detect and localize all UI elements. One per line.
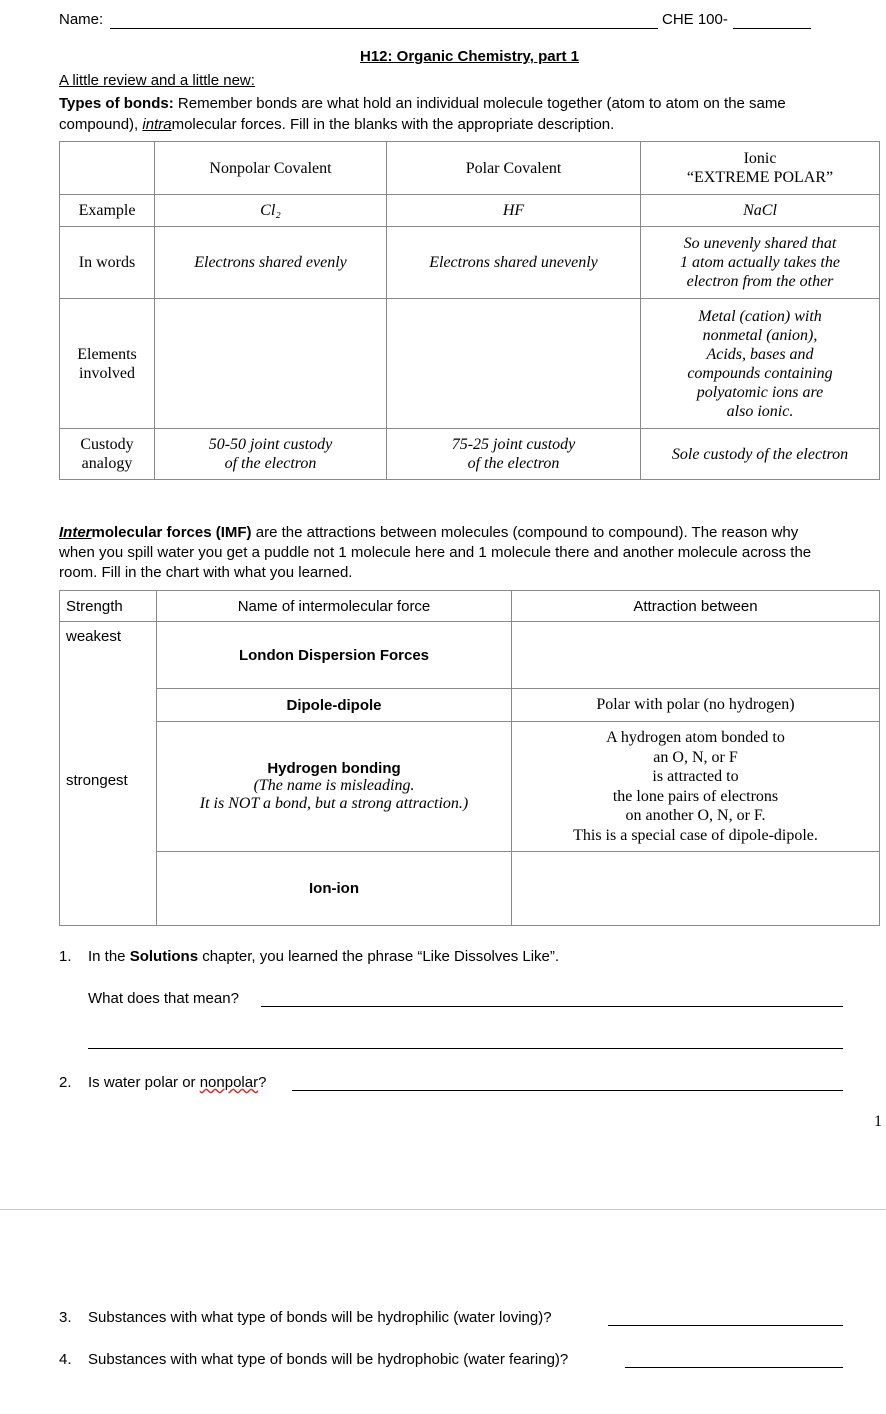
- imf-row-ion: [60, 852, 880, 926]
- q1-text-c: chapter, you learned the phrase “Like Dissolves Like”.: [198, 948, 560, 965]
- header-strength: Strength: [60, 591, 157, 622]
- q1-answer-line-1[interactable]: [261, 1006, 843, 1007]
- q2-text-a: Is water polar or: [88, 1074, 200, 1091]
- custody-nonpolar-line-1: 50-50 joint custody: [208, 436, 333, 453]
- attraction-hydrogen: [512, 722, 880, 852]
- weakest-label: weakest: [66, 628, 122, 645]
- imf-paragraph-line-1: [59, 524, 798, 541]
- imf-name-hydrogen: [157, 722, 512, 852]
- custody-nonpolar-line-2: of the electron: [224, 455, 317, 472]
- in-words-ionic: [641, 227, 880, 299]
- header-ionic-line-2: “EXTREME POLAR”: [686, 169, 834, 186]
- bonds-row-in-words: [60, 227, 880, 299]
- q1-text: [88, 948, 559, 965]
- q3-text: Substances with what type of bonds will be hydrophilic (water loving)?: [88, 1309, 552, 1326]
- hydrogen-note-1: (The name is misleading.: [253, 777, 415, 794]
- row-label-custody-line-1: Custody: [80, 436, 134, 453]
- types-bold: Types of bonds:: [59, 95, 174, 112]
- inter-word: Inter: [59, 524, 92, 541]
- elements-nonpolar-blank[interactable]: [155, 299, 387, 429]
- page-break-divider: [0, 1209, 886, 1210]
- header-nonpolar: Nonpolar Covalent: [155, 142, 387, 195]
- page-number: 1: [874, 1113, 882, 1130]
- imf-row-dipole: [60, 689, 880, 722]
- elements-ionic-line-4: compounds containing: [687, 364, 833, 382]
- imf-table: [59, 590, 880, 926]
- elements-ionic-line-1: Metal (cation) with: [698, 307, 822, 325]
- q2-number: 2.: [59, 1074, 72, 1091]
- q1-solutions: Solutions: [129, 948, 199, 965]
- q1-answer-line-2[interactable]: [88, 1048, 843, 1049]
- types-text-1: Remember bonds are what hold an individual molecule together (atom to atom on the same: [173, 95, 786, 112]
- custody-polar-line-2: of the electron: [467, 455, 560, 472]
- hydrogen-note-2: It is NOT a bond, but a strong attraction.): [199, 795, 469, 812]
- course-label: CHE 100-: [662, 11, 728, 28]
- imf-header-row: [60, 591, 880, 622]
- elements-ionic: [641, 299, 880, 429]
- strength-column: [60, 622, 157, 926]
- attraction-hydrogen-line-3: is attracted to: [652, 768, 739, 785]
- q2-nonpolar: nonpolar: [199, 1074, 259, 1091]
- imf-bold: molecular forces (IMF): [91, 524, 252, 541]
- types-text-2c: molecular forces. Fill in the blanks with the appropriate description.: [171, 116, 615, 133]
- imf-row-london: [60, 622, 880, 689]
- elements-ionic-line-6: also ionic.: [726, 402, 794, 420]
- attraction-london-blank[interactable]: [512, 622, 880, 689]
- imf-paragraph-line-3: room. Fill in the chart with what you learned.: [59, 564, 353, 581]
- header-ionic-line-1: Ionic: [743, 150, 777, 167]
- custody-ionic: Sole custody of the electron: [641, 429, 880, 480]
- attraction-hydrogen-line-5: on another O, N, or F.: [625, 807, 766, 824]
- attraction-hydrogen-line-2: an O, N, or F: [653, 748, 738, 766]
- row-label-elements-line-1: Elements: [77, 345, 137, 363]
- attraction-ion-blank[interactable]: [512, 852, 880, 926]
- in-words-ionic-line-1: So unevenly shared that: [683, 235, 837, 252]
- header-ionic: [641, 142, 880, 195]
- types-paragraph-line-2: [59, 116, 614, 133]
- row-label-example: Example: [60, 195, 155, 227]
- attraction-hydrogen-line-1: A hydrogen atom bonded to: [606, 729, 785, 746]
- row-label-elements-line-2: involved: [79, 364, 135, 382]
- example-ionic: NaCl: [641, 195, 880, 227]
- bonds-header-row: [60, 142, 880, 195]
- elements-ionic-line-2: nonmetal (anion),: [702, 326, 818, 344]
- custody-polar-line-1: 75-25 joint custody: [451, 436, 576, 453]
- row-label-elements: [60, 299, 155, 429]
- row-label-custody-line-2: analogy: [81, 455, 133, 472]
- elements-ionic-line-3: Acids, bases and: [706, 345, 814, 363]
- attraction-hydrogen-line-4: the lone pairs of electrons: [612, 787, 779, 805]
- review-heading: A little review and a little new:: [59, 72, 255, 89]
- q2-answer-line[interactable]: [292, 1090, 843, 1091]
- q4-answer-line[interactable]: [625, 1367, 843, 1368]
- row-label-in-words: In words: [60, 227, 155, 299]
- header-attraction: Attraction between: [512, 591, 880, 622]
- imf-row-hydrogen: [60, 722, 880, 852]
- q1-text-a: In the: [88, 948, 130, 965]
- imf-name-dipole: Dipole-dipole: [157, 689, 512, 722]
- name-blank[interactable]: [110, 28, 658, 29]
- q1-number: 1.: [59, 948, 72, 965]
- imf-paragraph-line-2: when you spill water you get a puddle not 1 molecule here and 1 molecule there and another molecule across the: [59, 544, 812, 561]
- row-label-custody: [60, 429, 155, 480]
- q2-text-c: ?: [258, 1074, 267, 1091]
- bonds-row-custody: [60, 429, 880, 480]
- example-nonpolar: Cl₂: [155, 195, 387, 227]
- q1-sub-question: What does that mean?: [88, 990, 239, 1007]
- in-words-ionic-line-3: electron from the other: [686, 273, 834, 290]
- bonds-row-example: [60, 195, 880, 227]
- elements-ionic-line-5: polyatomic ions are: [696, 383, 824, 401]
- imf-text-1: are the attractions between molecules (compound to compound). The reason why: [251, 524, 799, 541]
- in-words-nonpolar: Electrons shared evenly: [155, 227, 387, 299]
- q3-answer-line[interactable]: [608, 1325, 843, 1326]
- q4-number: 4.: [59, 1351, 72, 1368]
- custody-nonpolar: [155, 429, 387, 480]
- header-polar: Polar Covalent: [387, 142, 641, 195]
- in-words-ionic-line-2: 1 atom actually takes the: [680, 254, 840, 271]
- example-polar: HF: [387, 195, 641, 227]
- name-label: Name:: [59, 11, 104, 28]
- q4-text: Substances with what type of bonds will be hydrophobic (water fearing)?: [88, 1351, 569, 1368]
- intra-word: intra: [142, 116, 172, 133]
- q2-text: [88, 1074, 266, 1091]
- imf-name-london: London Dispersion Forces: [157, 622, 512, 689]
- elements-polar-blank[interactable]: [387, 299, 641, 429]
- bonds-table: [59, 141, 880, 480]
- in-words-polar: Electrons shared unevenly: [387, 227, 641, 299]
- types-text-2a: compound),: [59, 116, 143, 133]
- hydrogen-bonding-title: Hydrogen bonding: [267, 760, 401, 777]
- attraction-hydrogen-line-6: This is a special case of dipole-dipole.: [573, 826, 818, 844]
- strongest-label: strongest: [66, 772, 128, 789]
- page-title: H12: Organic Chemistry, part 1: [360, 48, 579, 65]
- types-paragraph-line-1: [59, 95, 786, 112]
- imf-name-ion: Ion-ion: [157, 852, 512, 926]
- custody-polar: [387, 429, 641, 480]
- bonds-corner-cell: [60, 142, 155, 195]
- bonds-row-elements: [60, 299, 880, 429]
- header-imf-name: Name of intermolecular force: [157, 591, 512, 622]
- q3-number: 3.: [59, 1309, 72, 1326]
- course-blank[interactable]: [733, 28, 811, 29]
- attraction-dipole: Polar with polar (no hydrogen): [512, 689, 880, 722]
